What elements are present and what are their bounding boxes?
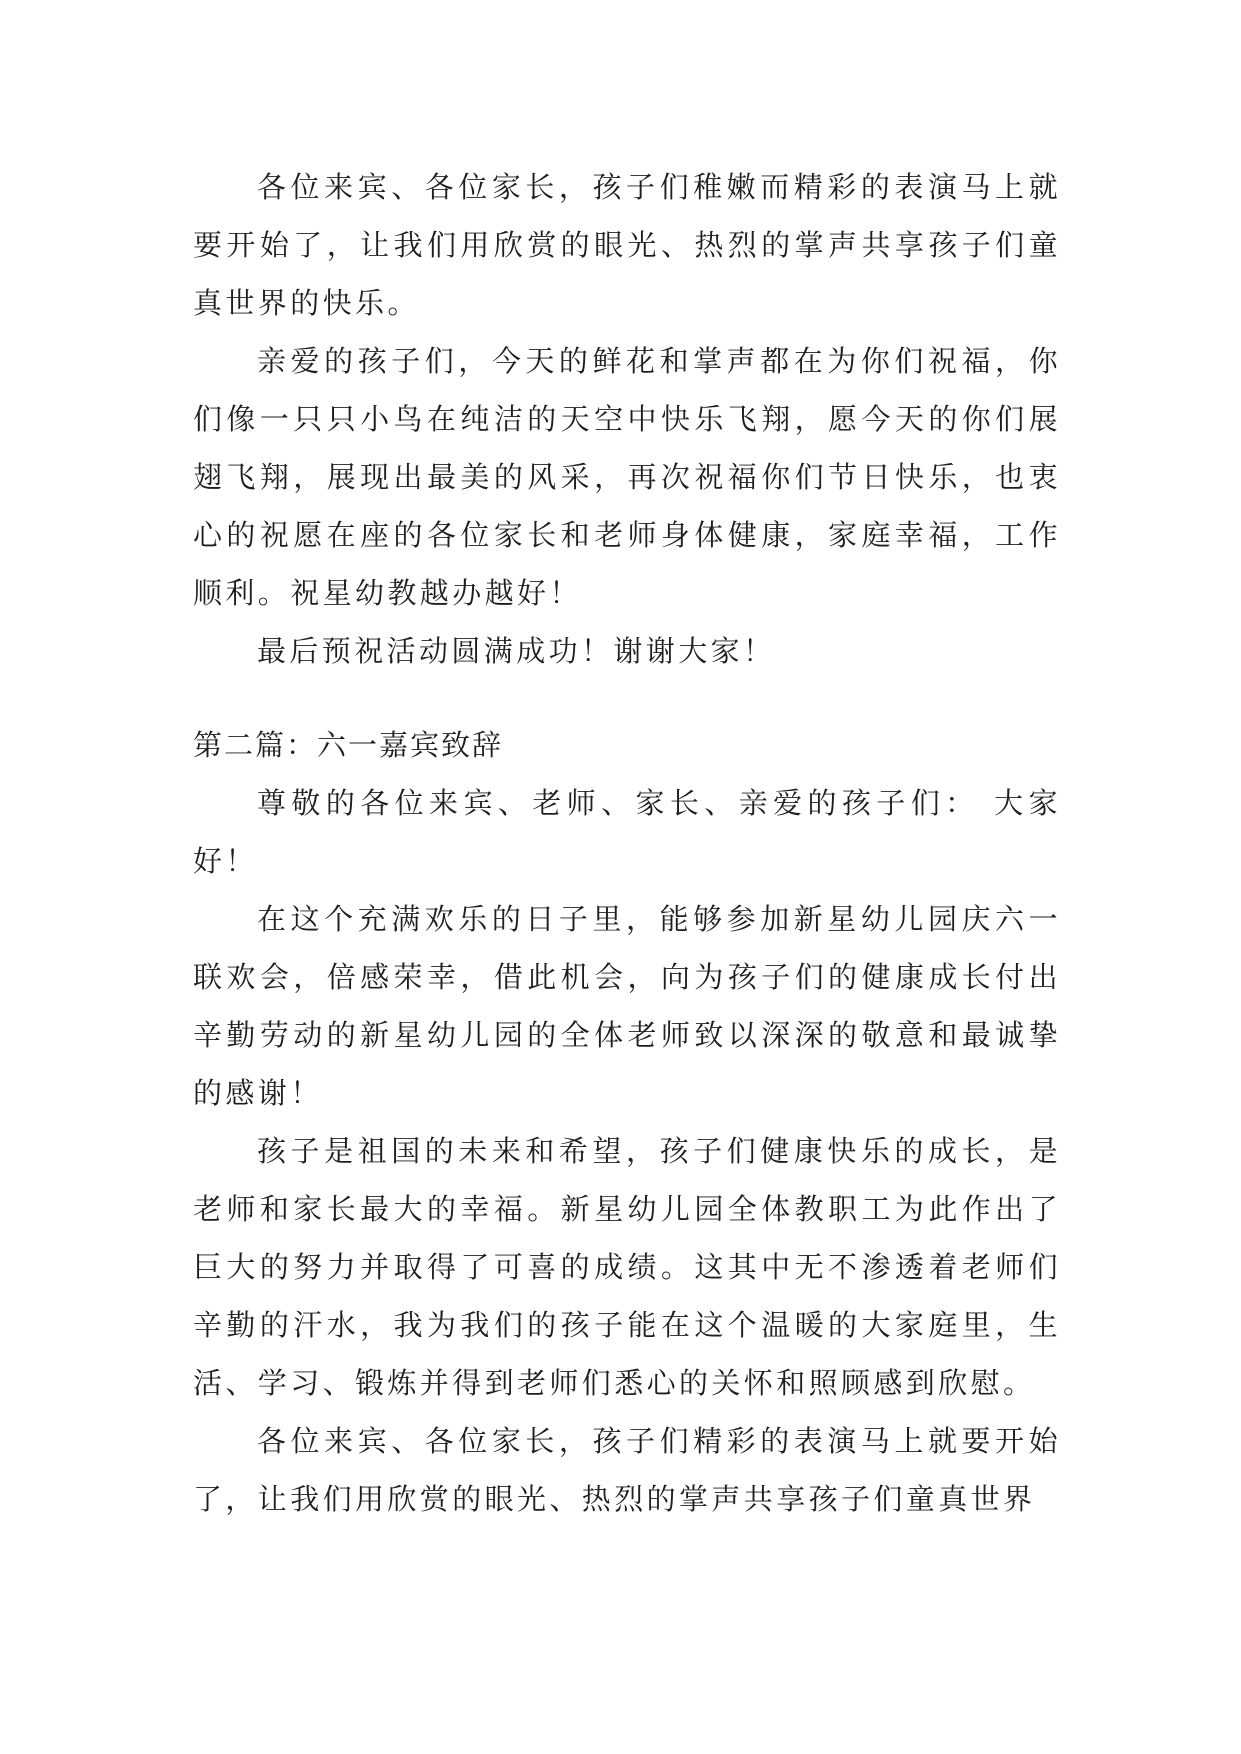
paragraph-intro-1: 各位来宾、各位家长，孩子们稚嫩而精彩的表演马上就要开始了，让我们用欣赏的眼光、热烈的掌声共享孩子们童真世界的快乐。	[193, 170, 1061, 320]
paragraph-intro-2: 亲爱的孩子们，今天的鲜花和掌声都在为你们祝福，你们像一只只小鸟在纯洁的天空中快乐飞翔，愿今天的你们展翅飞翔，展现出最美的风采，再次祝福你们节日快乐，也衷心的祝愿在座的各位家长和老师身体健康，家庭幸福，工作顺利。祝星幼教越办越好！	[193, 344, 1061, 610]
document-body	[193, 158, 1061, 1528]
paragraph-intro-3: 最后预祝活动圆满成功！谢谢大家！	[257, 634, 776, 668]
paragraph-section-2: 孩子是祖国的未来和希望，孩子们健康快乐的成长，是老师和家长最大的幸福。新星幼儿园全体教职工为此作出了巨大的努力并取得了可喜的成绩。这其中无不渗透着老师们辛勤的汗水，我为我们的孩子能在这个温暖的大家庭里，生活、学习、锻炼并得到老师们悉心的关怀和照顾感到欣慰。	[193, 1134, 1061, 1400]
paragraph-greeting: 尊敬的各位来宾、老师、家长、亲爱的孩子们： 大家好！	[193, 786, 1061, 878]
section-heading: 第二篇：六一嘉宾致辞	[193, 728, 504, 762]
paragraph-section-3: 各位来宾、各位家长，孩子们精彩的表演马上就要开始了，让我们用欣赏的眼光、热烈的掌声共享孩子们童真世界	[193, 1424, 1061, 1516]
paragraph-section-1: 在这个充满欢乐的日子里，能够参加新星幼儿园庆六一联欢会，倍感荣幸，借此机会，向为孩子们的健康成长付出辛勤劳动的新星幼儿园的全体老师致以深深的敬意和最诚挚的感谢！	[193, 902, 1061, 1110]
